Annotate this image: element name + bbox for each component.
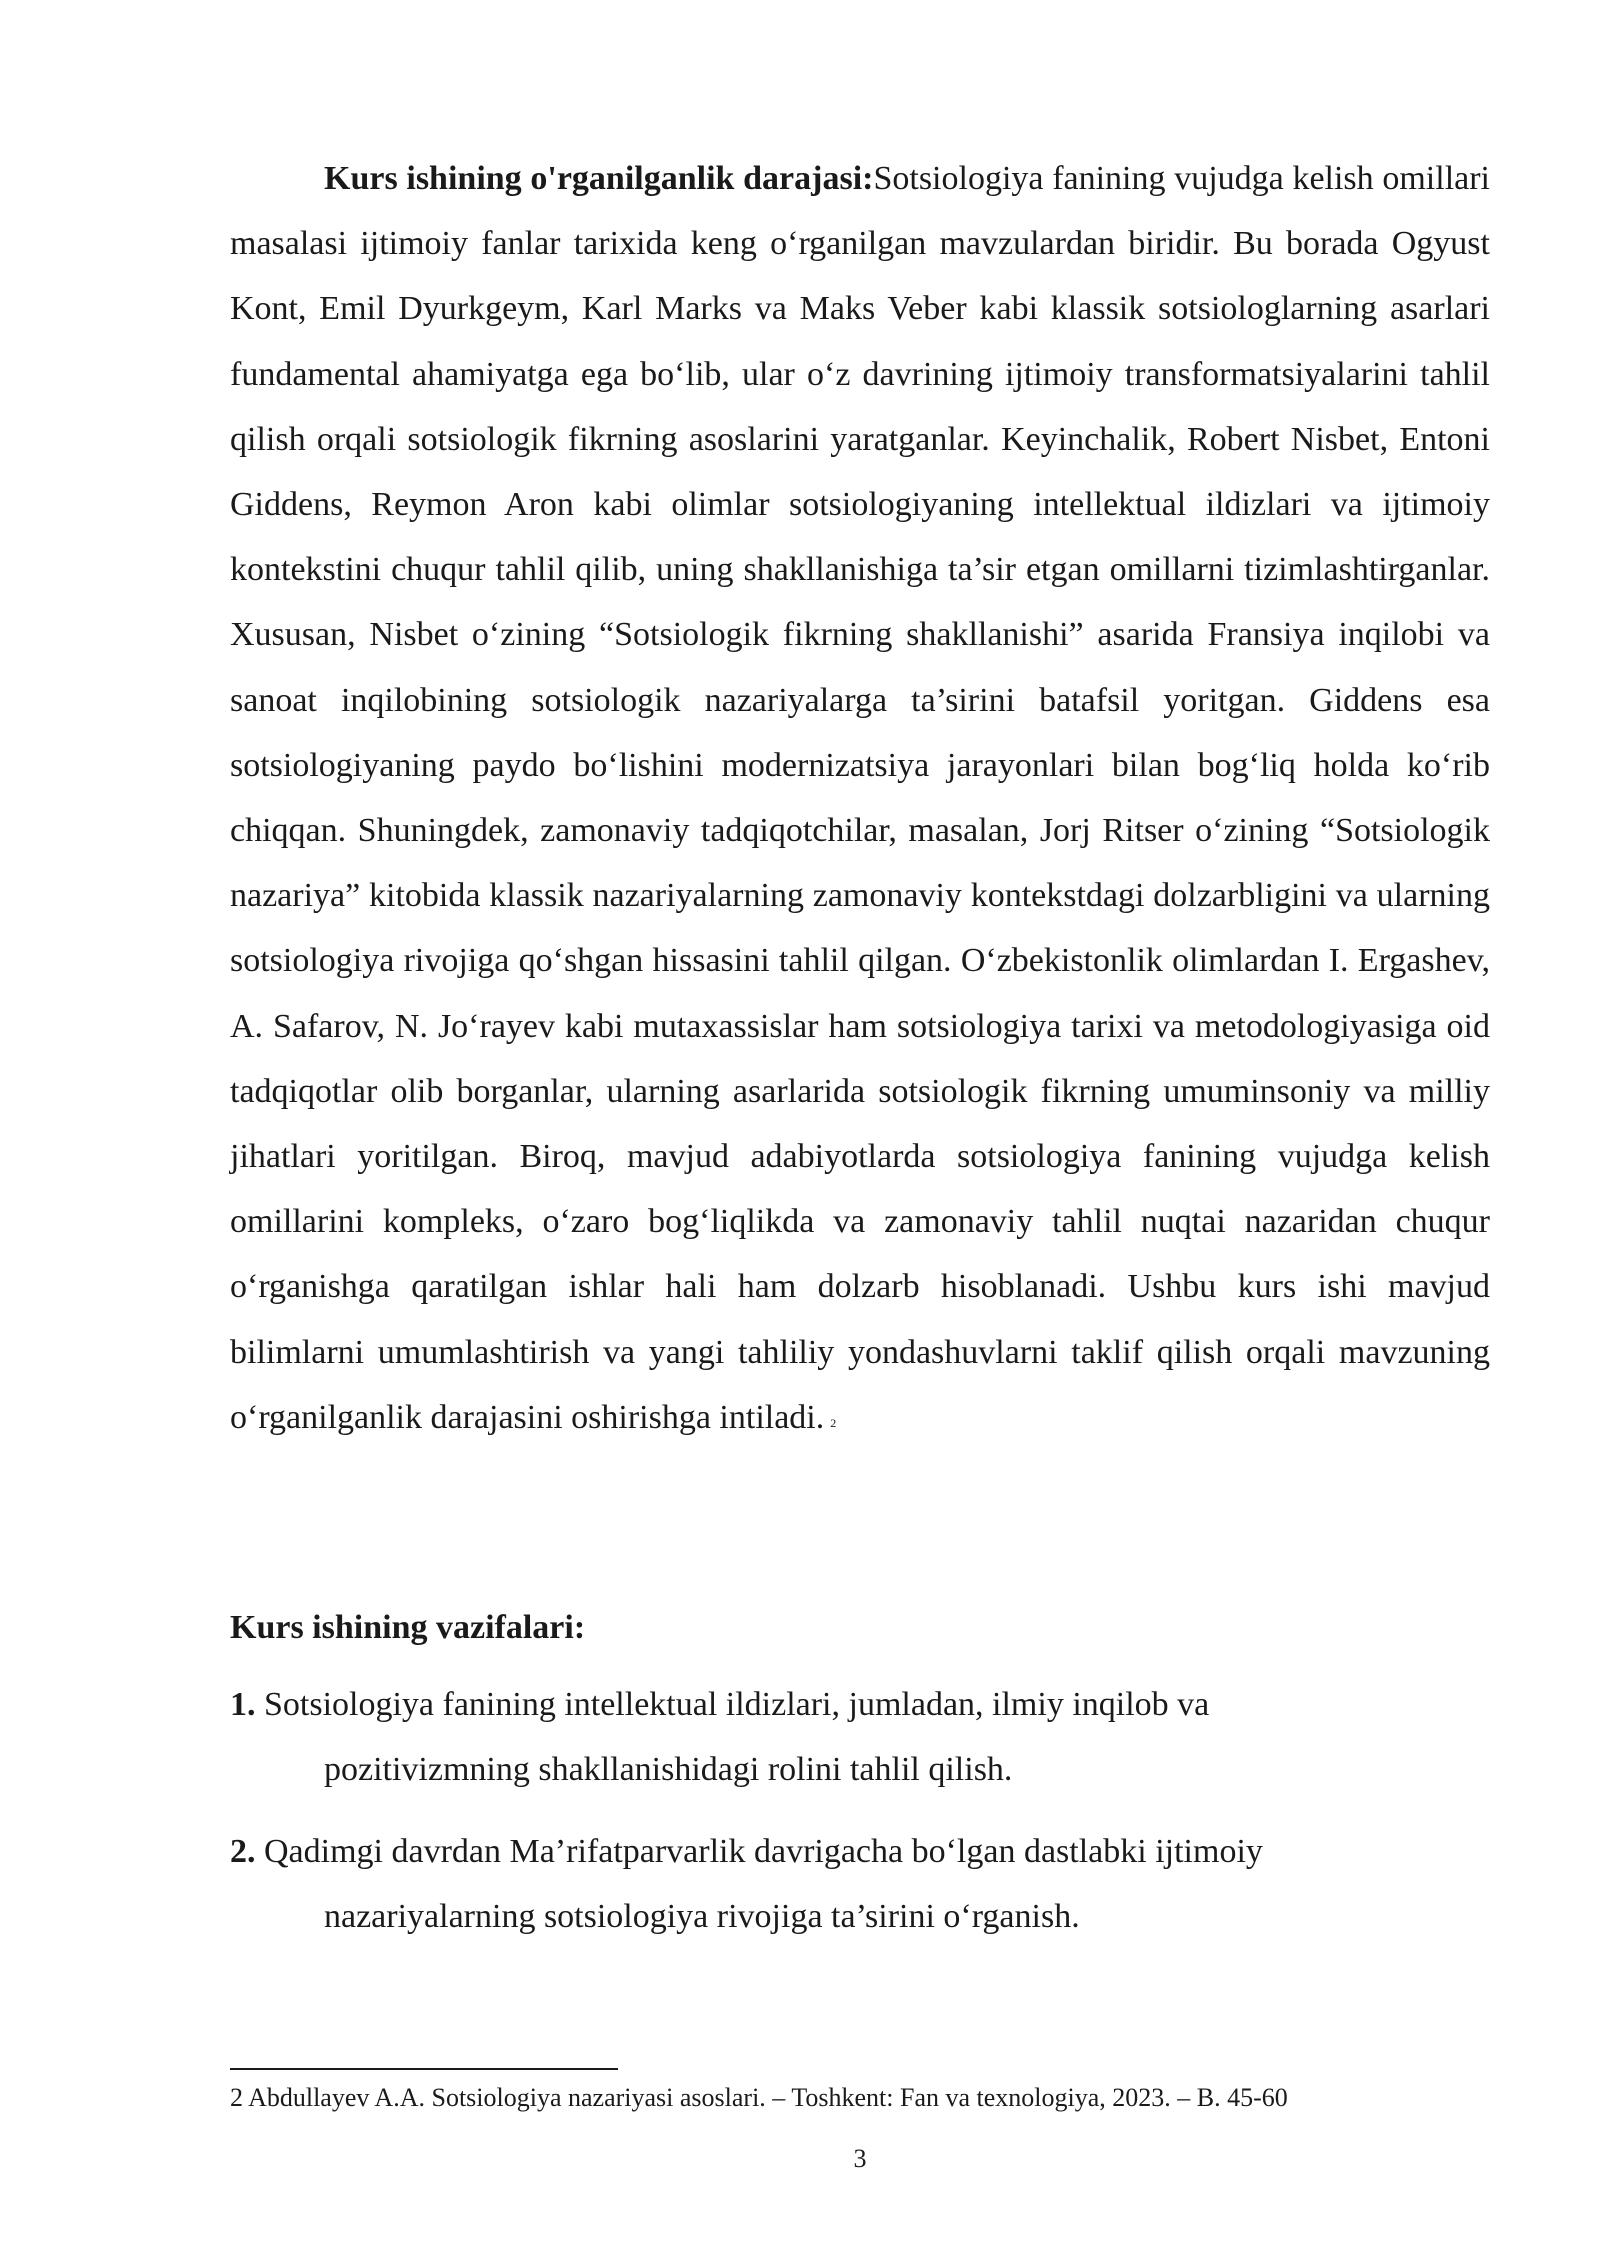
tasks-heading: Kurs ishining vazifalari: <box>230 1609 586 1646</box>
intro-paragraph <box>230 146 1490 1450</box>
footnote-reference[interactable]: 2 <box>830 1415 837 1430</box>
task-item <box>230 1819 1430 1949</box>
footnote-text: 2 Abdullayev A.A. Sotsiologiya nazariyasi asoslari. – Toshkent: Fan va texnologiya, 2023. – B. 45-60 <box>230 2083 1288 2112</box>
footnote-separator <box>230 2068 618 2070</box>
intro-lead: Kurs ishining o'rganilganlik darajasi: <box>324 160 874 197</box>
task-item <box>230 1672 1430 1802</box>
intro-body: Sotsiologiya fanining vujudga kelish omillari masalasi ijtimoiy fanlar tarixida keng o‘rganilgan mavzulardan biridir. Bu borada Ogyust Kont, Emil Dyurkgeym, Karl Marks va Maks Veber kabi klassik sotsiologlarning asarlari fundamental ahamiyatga ega bo‘lib, ular o‘z davrining ijtimoiy transformatsiyalarini tahlil qilish orqali sotsiologik fikrning asoslarini yaratganlar. Keyinchalik, Robert Nisbet, Entoni Giddens, Reymon Aron kabi olimlar sotsiologiyaning intellektual ildizlari va ijtimoiy kontekstini chuqur tahlil qilib, uning shakllanishiga ta’sir etgan omillarni tizimlashtirganlar. Xususan, Nisbet o‘zining “Sotsiologik fikrning shakllanishi” asarida Fransiya inqilobi va sanoat inqilobining sotsiologik nazariyalarga ta’sirini batafsil yoritgan. Giddens esa sotsiologiyaning paydo bo‘lishini modernizatsiya jarayonlari bilan bog‘liq holda ko‘rib chiqqan. Shuningdek, zamonaviy tadqiqotchilar, masalan, Jorj Ritser o‘zining “Sotsiologik nazariya” kitobida klassik nazariyalarning zamonaviy kontekstdagi dolzarbligini va ularning sotsiologiya rivojiga qo‘shgan hissasini tahlil qilgan. O‘zbekistonlik olimlardan I. Ergashev, A. Safarov, N. Jo‘rayev kabi mutaxassislar ham sotsiologiya tarixi va metodologiyasiga oid tadqiqotlar olib borganlar, ularning asarlarida sotsiologik fikrning umuminsoniy va milliy jihatlari yoritilgan. Biroq, mavjud adabiyotlarda sotsiologiya fanining vujudga kelish omillarini kompleks, o‘zaro bog‘liqlikda va zamonaviy tahlil nuqtai nazaridan chuqur o‘rganishga qaratilgan ishlar hali ham dolzarb hisoblanadi. Ushbu kurs ishi mavjud bilimlarni umumlashtirish va yangi tahliliy yondashuvlarni taklif qilish orqali mavzuning o‘rganilganlik darajasini oshirishga intiladi. <box>230 160 1490 1436</box>
task-number: 2. <box>230 1833 256 1870</box>
task-text-continuation: nazariyalarning sotsiologiya rivojiga ta’sirini o‘rganish. <box>324 1898 1080 1935</box>
task-number: 1. <box>230 1686 256 1723</box>
task-text-continuation: pozitivizmning shakllanishidagi rolini tahlil qilish. <box>324 1751 1013 1788</box>
task-text-first-line: Qadimgi davrdan Ma’rifatparvarlik davrigacha bo‘lgan dastlabki ijtimoiy <box>264 1833 1263 1870</box>
task-text-first-line: Sotsiologiya fanining intellektual ildizlari, jumladan, ilmiy inqilob va <box>264 1686 1210 1723</box>
page-number: 3 <box>853 2144 867 2173</box>
